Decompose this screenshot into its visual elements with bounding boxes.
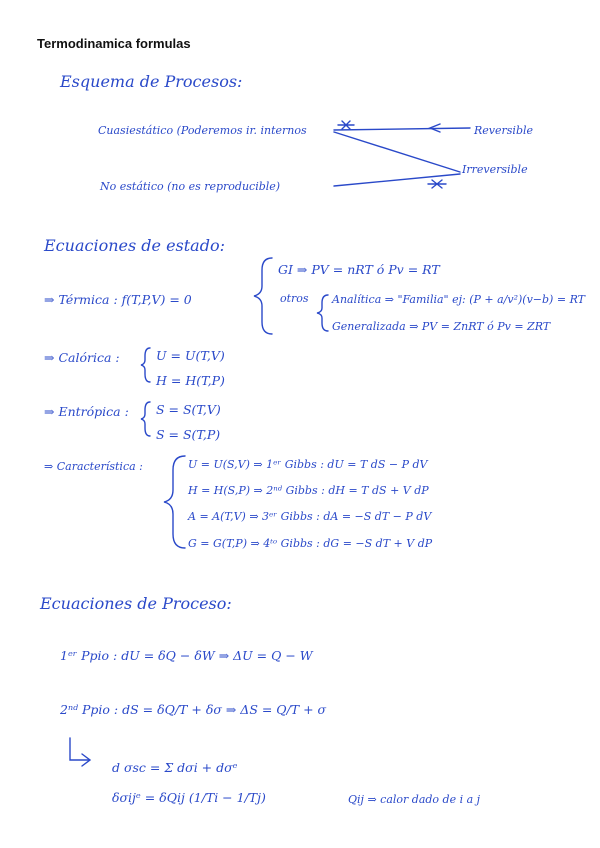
heading-esquema: Esquema de Procesos: [60,72,243,91]
heading-estado: Ecuaciones de estado: [44,236,225,255]
line-to-irreversible [334,132,460,172]
eq-entropica-1: S = S(T,V) [156,402,221,417]
eq-gas-ideal: GI ⇒ PV = nRT ó Pv = RT [278,262,440,277]
eq-entropica-2: S = S(T,P) [156,427,221,442]
eq-sigma-total: d σsc = Σ dσi + dσᵉ [112,760,238,775]
brace-otros [317,295,328,331]
brace-calorica [141,348,150,382]
eq-calorica-1: U = U(T,V) [156,348,225,363]
label-termica: ⇒ Térmica : f(T,P,V) = 0 [44,292,192,307]
eq-sigma-externa: δσijᵉ = δQij (1/Ti − 1/Tj) [112,790,266,805]
eq-gibbs-4: G = G(T,P) ⇒ 4ᵗᵒ Gibbs : dG = −S dT + V dP [188,537,433,550]
text-no-estatico: No estático (no es reproducible) [100,180,281,193]
label-entropica: ⇒ Entrópica : [44,404,129,419]
eq-calorica-2: H = H(T,P) [156,373,225,388]
brace-caracteristica [164,456,185,548]
text-reversible: Reversible [474,124,534,137]
eq-gibbs-2: H = H(S,P) ⇒ 2ⁿᵈ Gibbs : dH = T dS + V dP [188,484,429,497]
eq-primer-principio: 1ᵉʳ Ppio : dU = δQ − δW ⇒ ΔU = Q − W [60,648,313,663]
brace-termica [254,258,272,334]
text-irreversible: Irreversible [462,163,528,176]
heading-proceso: Ecuaciones de Proceso: [40,594,232,613]
brace-entropica [141,402,150,436]
eq-generalizada: Generalizada ⇒ PV = ZnRT ó Pv = ZRT [332,320,551,333]
note-calor: Qij ⇒ calor dado de i a j [348,793,481,806]
star-mark-2 [428,180,446,188]
text-cuasiestatico: Cuasiestático (Poderemos ir. internos [98,124,307,137]
line-to-reversible [334,128,470,130]
label-calorica: ⇒ Calórica : [44,350,120,365]
eq-gibbs-3: A = A(T,V) ⇒ 3ᵉʳ Gibbs : dA = −S dT − P dV [188,510,432,523]
label-caracteristica: ⇒ Característica : [44,460,143,473]
star-mark-1 [338,121,354,129]
l-arrow [70,738,90,766]
eq-analitica: Analítica ⇒ "Familia" ej: (P + a/v²)(v−b) = RT [332,293,585,306]
eq-gibbs-1: U = U(S,V) ⇒ 1ᵉʳ Gibbs : dU = T dS − P dV [188,458,428,471]
page-title: Termodinamica formulas [37,36,191,51]
eq-segundo-principio: 2ⁿᵈ Ppio : dS = δQ/T + δσ ⇒ ΔS = Q/T + σ [60,702,327,717]
text-otros: otros [280,292,309,305]
